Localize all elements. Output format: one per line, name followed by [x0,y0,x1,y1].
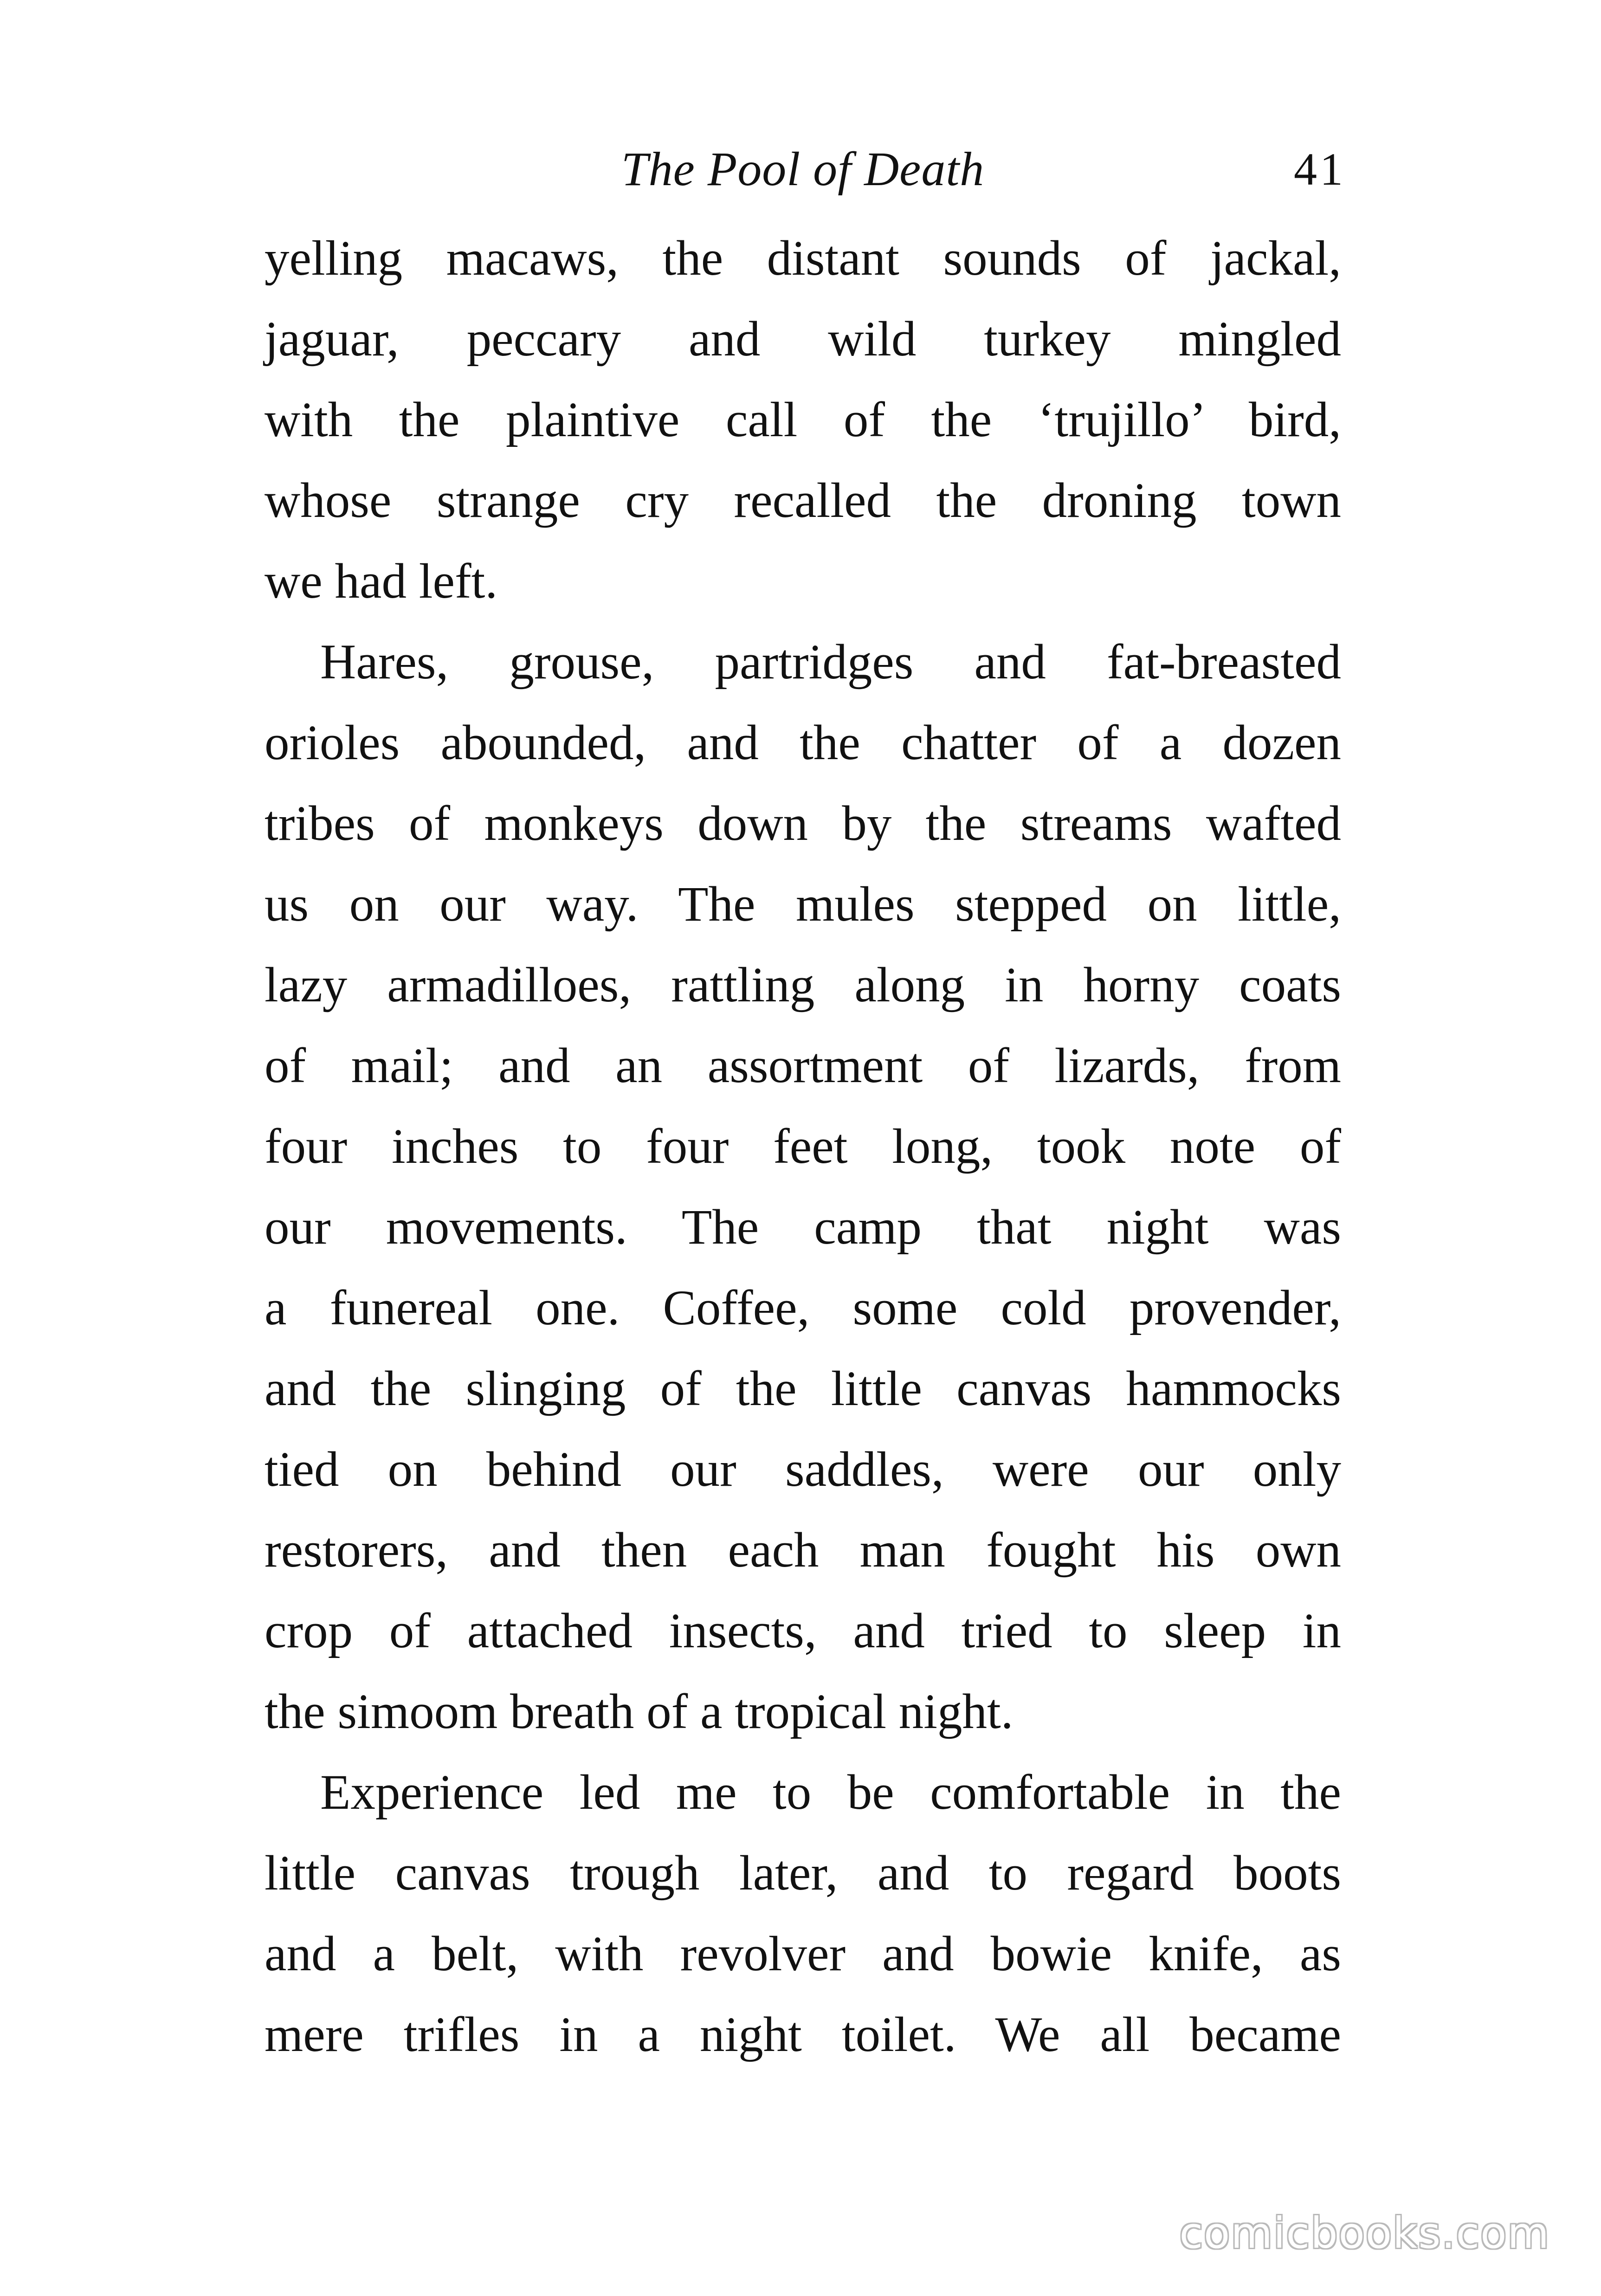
text-line: restorers, and then each man fought his own [265,1523,1341,1578]
text-line: jaguar, peccary and wild turkey mingled [265,312,1341,367]
text-line: we had left. [265,554,498,609]
text-line: mere trifles in a night toilet. We all became [265,2007,1341,2062]
text-line: orioles abounded, and the chatter of a dozen [265,716,1341,770]
text-line: tied on behind our saddles, were our only [265,1442,1341,1497]
text-line: Experience led me to be comfortable in the [320,1765,1341,1820]
text-line: crop of attached insects, and tried to sleep in [265,1604,1341,1658]
text-line: four inches to four feet long, took note of [265,1119,1341,1174]
body-text [265,218,1341,2075]
text-line: and the slinging of the little canvas hammocks [265,1361,1341,1416]
text-line: a funereal one. Coffee, some cold provender, [265,1281,1341,1335]
text-line: lazy armadilloes, rattling along in horny coats [265,958,1341,1013]
page-number: 41 [1294,143,1346,195]
text-line: whose strange cry recalled the droning town [265,473,1341,528]
text-line: little canvas trough later, and to regard boots [265,1846,1341,1901]
text-line: of mail; and an assortment of lizards, from [265,1038,1341,1093]
text-line: tribes of monkeys down by the streams wafted [265,796,1341,851]
text-line: and a belt, with revolver and bowie knife, as [265,1927,1341,1981]
running-title: The Pool of Death [621,142,985,196]
text-line: us on our way. The mules stepped on little, [265,877,1341,932]
text-line: our movements. The camp that night was [265,1200,1341,1255]
text-line: Hares, grouse, partridges and fat-breasted [320,635,1341,690]
watermark: comicbooks.com [1179,2208,1550,2258]
running-head [260,135,1346,204]
text-line: with the plaintive call of the ‘trujillo’ bird, [265,393,1341,447]
text-line: yelling macaws, the distant sounds of jackal, [265,231,1341,286]
text-line: the simoom breath of a tropical night. [265,1684,1014,1739]
